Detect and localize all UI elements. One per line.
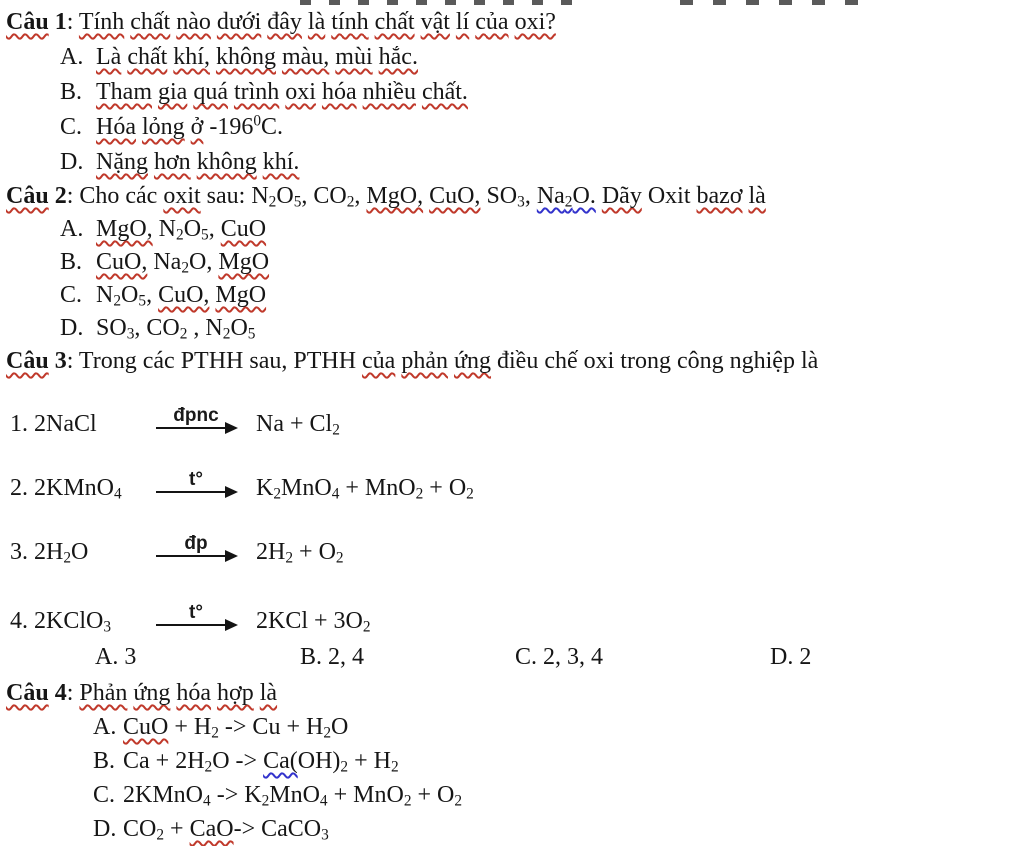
text-segment: : Trong các PTHH sau, PTHH (66, 348, 363, 374)
text-segment: Câu (6, 9, 49, 35)
option-letter: D. (93, 816, 117, 842)
reaction-condition-label: t° (189, 469, 203, 490)
text-segment: oxit (163, 183, 201, 209)
text-segment: CuO (123, 714, 169, 740)
option-letter: C. (60, 282, 83, 308)
option-letter: D. (60, 315, 84, 341)
answer-choice: A. 3 (95, 644, 137, 670)
option-row (0, 75, 1024, 110)
text-segment: CuO, (158, 282, 210, 308)
text-segment: $-196^0C$. (203, 112, 284, 140)
text-segment: $N_2O_5$, (96, 282, 159, 310)
equation-reactant: 2KMnO$_4$ (34, 475, 122, 503)
text-segment: $Ca + 2H_2O$ -> (123, 748, 264, 776)
text-segment: Oxit (641, 183, 697, 209)
text-segment: Câu (6, 183, 49, 209)
right-arrow-icon (156, 427, 236, 429)
option-letter: C. (93, 782, 116, 808)
text-segment: + $H_2 -> Cu + H_2O$ (168, 714, 349, 742)
option-letter: C. (60, 114, 83, 140)
text-segment: của phản ứng (362, 348, 492, 374)
text-segment: $OH)_2 + H_2$ (297, 748, 399, 776)
equation-reactant: 2KClO$_3$ (34, 608, 112, 636)
option-letter: D. (60, 149, 84, 175)
text-segment: MgO, (96, 216, 153, 242)
reaction-condition-label: đp (184, 533, 208, 554)
option-row (0, 213, 1024, 246)
text-segment: : Cho các (66, 183, 164, 209)
answer-choices-row (0, 640, 1024, 674)
question-title (0, 180, 1024, 213)
answer-choice: B. 2, 4 (300, 644, 365, 670)
text-segment: : (66, 9, 79, 35)
equation-left-side (10, 411, 150, 438)
right-arrow-icon (156, 624, 236, 626)
text-segment: Phản ứng hóa hợp là (79, 680, 278, 706)
equation-reactant: 2NaCl (34, 411, 97, 437)
text-segment: -> CaCO$_3$ (233, 816, 329, 844)
answer-choice: D. 2 (770, 644, 812, 670)
equation-reactant: $2H_2O$ (34, 539, 89, 567)
text-segment: $SO_3$, $CO_2$ , $N_2O_5$ (96, 315, 256, 343)
option-letter: A. (60, 216, 84, 242)
text-segment: Câu (6, 348, 49, 374)
question-title (0, 676, 1024, 710)
text-segment: Câu (6, 680, 49, 706)
text-segment: $CO_2$ + (123, 816, 190, 844)
text-segment: $N_2O_5$, (152, 216, 221, 244)
equation-product: $2H_2 + O_2$ (256, 539, 344, 567)
reaction-arrow (150, 470, 242, 502)
text-segment: Tính chất nào dưới đây là tính chất vật lí của oxi? (78, 9, 556, 35)
equation-product: $K_2MnO_4 + MnO_2 + O_2$ (256, 475, 474, 503)
text-segment: bazơ là (696, 183, 766, 209)
right-arrow-icon (156, 555, 236, 557)
text-segment: $Na_2O$. (536, 183, 596, 211)
text-segment: 2 (48, 183, 67, 209)
text-segment: CuO, (96, 249, 148, 275)
option-letter: A. (93, 714, 117, 740)
equation-number: 1. (10, 411, 28, 437)
equation-left-side (10, 608, 150, 635)
text-segment: Là chất khí, không màu, mùi hắc. (96, 44, 418, 70)
text-segment: CuO, (429, 183, 481, 209)
equation-product: $Na + Cl_2$ (256, 411, 340, 439)
reaction-arrow (150, 406, 242, 438)
text-segment: Ca( (263, 748, 298, 774)
text-segment: : (66, 680, 80, 706)
option-row (0, 279, 1024, 312)
text-segment: MgO (215, 282, 267, 308)
reaction-equation (0, 450, 1024, 502)
text-segment: 3 (48, 348, 67, 374)
equation-number: 2. (10, 475, 28, 501)
equation-number: 3. (10, 539, 28, 565)
option-row (0, 145, 1024, 180)
option-letter: B. (93, 748, 116, 774)
text-segment: $Na_2O$, (147, 249, 219, 277)
option-letter: B. (60, 79, 83, 105)
text-segment: MgO (218, 249, 270, 275)
reaction-arrow (150, 534, 242, 566)
option-row (0, 312, 1024, 345)
text-segment: Tham gia quá trình oxi hóa nhiều chất. (96, 79, 468, 105)
equation-left-side (10, 475, 150, 502)
option-row (0, 710, 1024, 744)
reaction-equation (0, 585, 1024, 635)
option-letter: A. (60, 44, 84, 70)
option-row (0, 812, 1024, 846)
equation-left-side (10, 539, 150, 566)
option-row (0, 110, 1024, 145)
cropped-text-remnant (300, 0, 860, 5)
equation-number: 4. (10, 608, 28, 634)
reaction-equation (0, 388, 1024, 438)
text-segment: Hóa lỏng ở (96, 114, 204, 140)
equation-product: $2KCl + 3O_2$ (256, 608, 371, 636)
reaction-condition-label: đpnc (173, 405, 219, 426)
option-row (0, 246, 1024, 279)
reaction-equation (0, 516, 1024, 566)
text-segment: CuO (220, 216, 267, 242)
question-title (0, 5, 1024, 40)
reaction-arrow (150, 603, 242, 635)
text-segment: 2KMnO$_4$ -> $K_2MnO_4 + MnO_2 + O_2$ (123, 782, 463, 810)
text-segment: Nặng hơn không khí. (96, 149, 300, 175)
question-title (0, 345, 1024, 378)
right-arrow-icon (156, 491, 236, 493)
text-segment: điều chế oxi trong công nghiệp là (491, 348, 819, 374)
option-row (0, 40, 1024, 75)
text-segment: sau: $N_2O_5$, $CO_2$, (200, 183, 367, 211)
text-segment: 1 (48, 9, 67, 35)
text-segment: 4 (48, 680, 67, 706)
text-segment: Dãy (601, 183, 642, 209)
text-segment: MgO, (366, 183, 424, 209)
text-segment: CaO (189, 816, 234, 842)
reaction-condition-label: t° (189, 602, 203, 623)
answer-choice: C. 2, 3, 4 (515, 644, 604, 670)
text-segment: $SO_3$, (480, 183, 537, 211)
option-letter: B. (60, 249, 83, 275)
option-row (0, 778, 1024, 812)
option-row (0, 744, 1024, 778)
